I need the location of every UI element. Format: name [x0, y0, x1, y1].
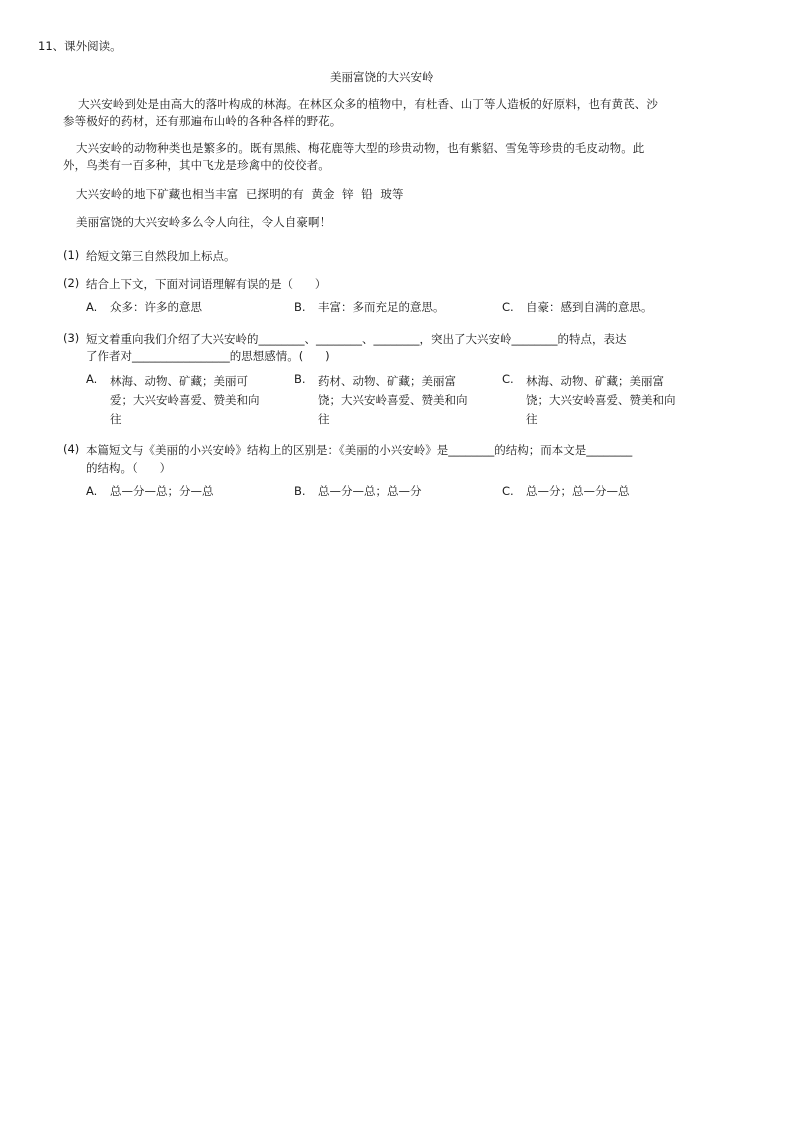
- question-3-stem-line-1: 短文着重向我们介绍了大兴安岭的________、________、________，突出了大兴安岭________的特点，表达: [86, 332, 627, 346]
- question-3-option-b-text: [318, 372, 468, 429]
- option-letter: C.: [502, 372, 514, 386]
- question-4-number: (4): [63, 442, 80, 456]
- question-4-option-b[interactable]: [294, 483, 422, 499]
- passage-paragraph-1-line-2: 参等极好的药材，还有那遍布山岭的各种各样的野花。: [63, 114, 342, 128]
- option-text: 众多：许多的意思: [110, 300, 202, 314]
- question-3-option-b[interactable]: [294, 372, 312, 386]
- question-2-number: (2): [63, 276, 80, 290]
- exercise-heading: 11、课外阅读。: [38, 39, 122, 53]
- option-letter: A.: [86, 484, 98, 498]
- option-text: 总—分—总；分—总: [110, 484, 214, 498]
- question-3-option-a-text: [110, 372, 260, 429]
- option-text-line: 林海、动物、矿藏；美丽富: [526, 374, 664, 388]
- question-4-stem-line-1: 本篇短文与《美丽的小兴安岭》结构上的区别是：《美丽的小兴安岭》是________的结构；而本文是________: [86, 443, 633, 457]
- question-3-stem-line-2: 了作者对_________________的思想感情。( ): [86, 349, 330, 363]
- question-4-option-a[interactable]: [86, 483, 214, 499]
- question-3-option-a[interactable]: [86, 372, 104, 386]
- option-letter: B.: [294, 372, 306, 386]
- option-text-line: 往: [526, 412, 538, 426]
- option-letter: A.: [86, 300, 98, 314]
- option-letter: B.: [294, 484, 306, 498]
- option-text: 自豪：感到自满的意思。: [526, 300, 653, 314]
- option-text: 丰富：多而充足的意思。: [318, 300, 445, 314]
- option-letter: A.: [86, 372, 98, 386]
- passage-paragraph-3: 大兴安岭的地下矿藏也相当丰富 已探明的有 黄金 锌 铅 玻等: [76, 187, 404, 201]
- question-3-option-c-text: [526, 372, 676, 429]
- option-letter: C.: [502, 484, 514, 498]
- question-2-stem: 结合上下文，下面对词语理解有误的是（ ）: [86, 277, 327, 291]
- option-letter: B.: [294, 300, 306, 314]
- question-3-number: (3): [63, 331, 80, 345]
- option-text-line: 药材、动物、矿藏；美丽富: [318, 374, 456, 388]
- question-3-option-c[interactable]: [502, 372, 520, 386]
- passage-paragraph-2-line-2: 外，鸟类有一百多种，其中飞龙是珍禽中的佼佼者。: [63, 158, 330, 172]
- option-text: 总—分；总—分—总: [526, 484, 630, 498]
- question-4-stem-line-2: 的结构。（ ）: [86, 461, 172, 475]
- option-text-line: 爱；大兴安岭喜爱、赞美和向: [110, 393, 260, 407]
- option-text-line: 往: [318, 412, 330, 426]
- option-letter: C.: [502, 300, 514, 314]
- question-2-option-c[interactable]: [502, 299, 653, 315]
- passage-title: 美丽富饶的大兴安岭: [330, 70, 434, 84]
- option-text: 总—分—总；总—分: [318, 484, 422, 498]
- passage-paragraph-2-line-1: 大兴安岭的动物种类也是繁多的。既有黑熊、梅花鹿等大型的珍贵动物，也有紫貂、雪兔等珍贵的毛皮动物。此: [76, 141, 645, 155]
- question-4-option-c[interactable]: [502, 483, 630, 499]
- option-text-line: 饶；大兴安岭喜爱、赞美和向: [526, 393, 676, 407]
- passage-paragraph-1-line-1: 大兴安岭到处是由高大的落叶构成的林海。在林区众多的植物中，有杜香、山丁等人造板的好原料，也有黄芪、沙: [78, 97, 658, 111]
- question-1-number: (1): [63, 248, 80, 262]
- option-text-line: 林海、动物、矿藏；美丽可: [110, 374, 248, 388]
- question-2-option-a[interactable]: [86, 299, 202, 315]
- question-1-stem: 给短文第三自然段加上标点。: [86, 249, 236, 263]
- question-2-option-b[interactable]: [294, 299, 445, 315]
- passage-paragraph-4: 美丽富饶的大兴安岭多么令人向往，令人自豪啊！: [76, 215, 332, 229]
- option-text-line: 饶；大兴安岭喜爱、赞美和向: [318, 393, 468, 407]
- option-text-line: 往: [110, 412, 122, 426]
